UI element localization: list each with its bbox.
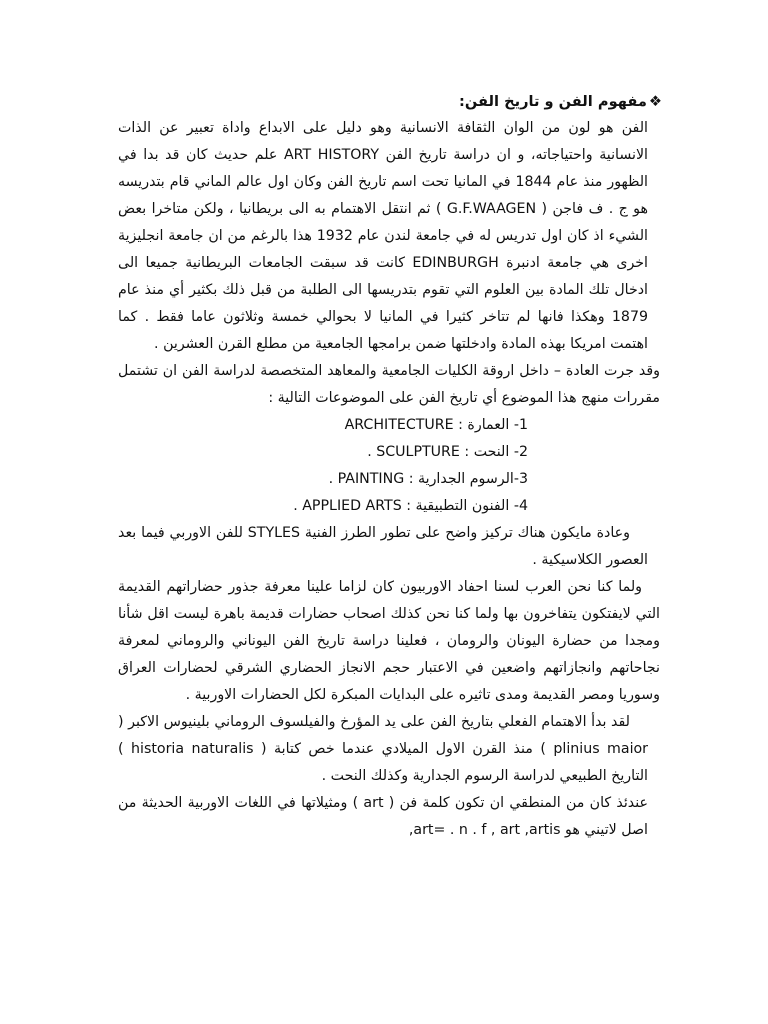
diamond-bullet-icon: ❖ (648, 93, 662, 110)
paragraph-curriculum-intro: وقد جرت العادة – داخل اروقة الكليات الجامعية والمعاهد المتخصصة لدراسة الفن ان تشتمل مقررات منهج هذا الموضوع أي تاريخ الفن على الموضوعات التالية : (118, 363, 660, 406)
heading-text: مفهوم الفن و تاريخ الفن: (459, 93, 647, 110)
document-body (118, 88, 662, 844)
topics-list (118, 412, 528, 520)
section-heading (118, 88, 662, 115)
list-item-applied-arts: 4- الفنون التطبيقية : APPLIED ARTS . (293, 498, 528, 514)
paragraph-arab-heritage: ولما كنا نحن العرب لسنا احفاد الاوربيون كان لزاما علينا معرفة جذور حضاراتهم القديمة التي لايفتكون يتفاخرون بها ولما كنا نحن كذلك اصحاب حضارات قديمة باهرة ليست اقل شأنا ومجدا من حضارة اليونان والرومان ، فعلينا دراسة تاريخ الفن اليوناني والروماني لمعرفة نجاحاتهم وانجازاتهم واضعين في الاعتبار حجم الانجاز الحضاري الشرقي لحضارات العراق وسوريا ومصر القديمة ومدى تاثيره على البدايات المبكرة لكل الحضارات الاوربية . (118, 579, 660, 703)
list-item-painting: 3-الرسوم الجدارية : PAINTING . (328, 471, 528, 487)
paragraph-art-history-origins: الفن هو لون من الوان الثقافة الانسانية وهو دليل على الابداع واداة تعبير عن الذات الانسانية واحتياجاته، و ان دراسة تاريخ الفن ART HISTORY علم حديث كان قد بدا في الظهور منذ عام 1844 في المانيا تحت اسم تاريخ الفن وكان اول عالم الماني قام بتدريسه هو ج . ف فاجن ( G.F.WAAGEN ) ثم انتقل الاهتمام به الى بريطانيا ، ولكن متاخرا بعض الشيء اذ كان اول تدريس له في جامعة لندن عام 1932 هذا بالرغم من ان جامعة انجليزية اخرى هي جامعة ادنبرة EDINBURGH كانت قد سبقت الجامعات البريطانية جميعا الى ادخال تلك المادة بين العلوم التي تقوم بتدريسها الى الطلبة من قبل ذلك بكثير أي منذ عام 1879 وهكذا فانها لم تتاخر كثيرا في المانيا لا بحوالي خمسة وثلاثون عاما فقط . كما اهتمت امريكا بهذه المادة وادخلتها ضمن برامجها الجامعية من مطلع القرن العشرين . (118, 120, 648, 352)
list-item-architecture: 1- العمارة : ARCHITECTURE (344, 417, 528, 433)
paragraph-word-art-origin: عندئذ كان من المنطقي ان تكون كلمة فن ( art ) ومثيلاتها في اللغات الاوربية الحديثة من اصل لاتيني هو art= . n . f , art ,artis, (118, 795, 648, 838)
paragraph-pliny: لقد بدأ الاهتمام الفعلي بتاريخ الفن على يد المؤرخ والفيلسوف الروماني بلينيوس الاكبر ( plinius maior ) منذ القرن الاول الميلادي عندما خص كتابة ( historia naturalis ) التاريخ الطبيعي لدراسة الرسوم الجدارية وكذلك النحت . (118, 714, 649, 784)
paragraph-styles: وعادة مايكون هناك تركيز واضح على تطور الطرز الفنية STYLES للفن الاوربي فيما بعد العصور الكلاسيكية . (118, 525, 648, 568)
list-item-sculpture: 2- النحت : SCULPTURE . (367, 444, 528, 460)
